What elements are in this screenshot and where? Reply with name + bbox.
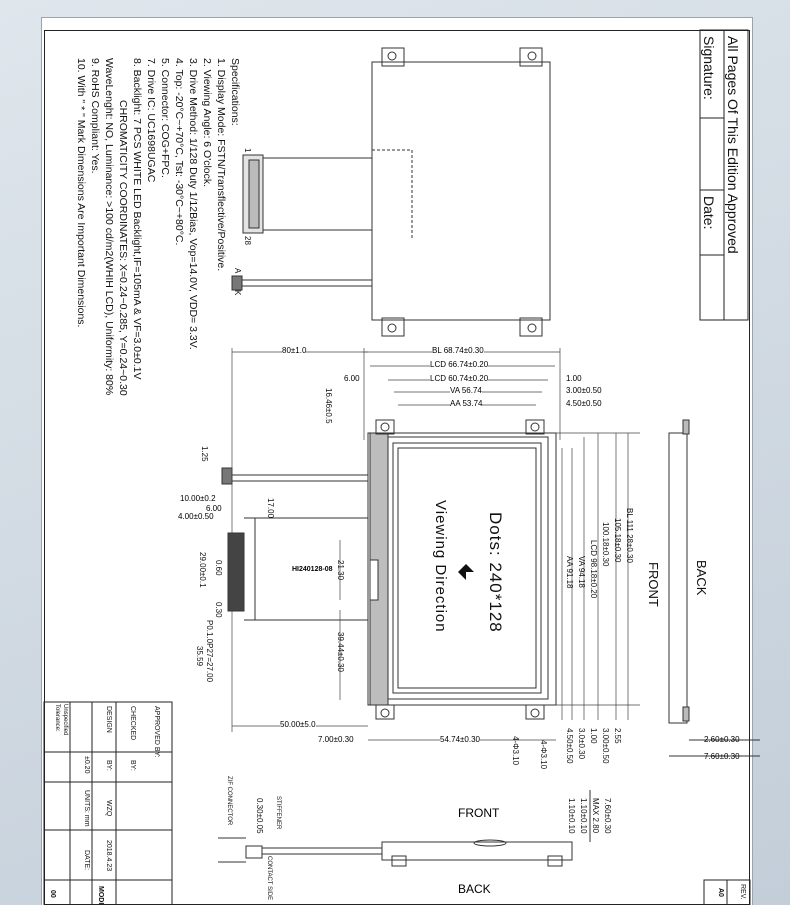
units-label: UNITS: mm [83,790,90,827]
dim-label: 105.18±0.30 [613,518,622,563]
dim-label: 0.30 [214,602,223,618]
side-back-label: BACK [458,882,491,896]
dim-label: 35.59 [195,646,204,667]
unspecified-label: Unspecified [62,704,68,736]
by-label: BY: [129,760,136,771]
approved-label: APPROVED BY: [153,706,160,758]
top-fpc [232,155,372,290]
spec-item: 8. Backlight: 7 PCS WHITE LED Backlight,IF=105mA & VF=3.0±0.1V [131,58,143,380]
dim-label: 6.00 [344,374,360,383]
dim-label: 6.00 [206,504,222,513]
dim-label: 39.44±0.30 [336,632,345,672]
date-value: 2018.4.23 [105,840,112,872]
spec-item: 7. Drive IC: UC1698UGAC [145,58,157,183]
dim-label: 3.00±0.50 [601,728,610,764]
dim-label: 4.50±0.50 [565,728,574,764]
date-label: Date: [701,196,717,230]
spec-item: CHROMATICITY COORDINATES: X=0.24~0.285, Y=0.24~0.30 [117,100,129,396]
dim-label: MAX 2.80 [591,798,600,834]
dim-label: 17.00 [266,498,275,519]
dim-label: BL 68.74±0.30 [432,346,484,355]
rev-label: REV. [739,884,746,900]
spec-item: 2. Viewing Angle: 6 O'clock. [201,58,213,188]
dim-label: 0.30±0.05 [255,798,264,834]
back-view-board [372,48,550,336]
dim-label: CONTACT SIDE [266,856,272,901]
dim-label: 4-Φ3.10 [539,740,548,770]
approval-title: All Pages Of This Edition Approved [725,36,741,254]
dim-label: ZIF CONNECTOR [226,776,232,826]
dim-label: 10.00±0.2 [180,494,216,503]
design-label: DESIGN [105,706,112,733]
dim-label: 3.0±0.30 [577,728,586,760]
spec-item: 9. RoHS Compliant: Yes. [89,58,101,174]
spec-item: 10. With " * " Mark Dimensions Are Important Dimensions. [75,58,87,328]
dim-label: P0.1.0P27=27.00 [205,620,214,683]
dim-label: 1.25 [200,446,209,462]
dim-label: 2.55 [613,728,622,744]
dim-label: 100.18±0.30 [601,522,610,567]
model-label: MODI [97,886,104,905]
dim-label: 21.30 [336,560,345,581]
dim-label: 2.60±0.30 [704,735,740,744]
dim-label: 54.74±0.30 [440,735,480,744]
dim-label: BL 111.28±0.30 [625,508,634,563]
dots-label: Dots: 240*128 [486,512,505,633]
title-block [44,702,750,905]
front-fpc [222,468,368,620]
doc-number: 00 [49,890,56,898]
dim-label: AA 91.18 [565,556,574,589]
rev-value: A0 [717,888,724,897]
front-label: FRONT [646,562,661,607]
dim-label: 7.60±0.30 [603,798,612,834]
dim-label: 4.00±0.50 [178,512,214,521]
by-label: BY: [105,760,112,771]
pin-label: 1 [243,148,252,153]
pin-label: A [233,268,242,274]
viewing-arrow [458,564,474,580]
dim-label: 1.10±0.10 [567,798,576,834]
dim-label: 7.00±0.30 [318,735,354,744]
tolerance-value: ±0.20 [83,756,90,774]
dim-label: 0.60 [214,560,223,576]
dim-label: 1.00 [566,374,582,383]
dim-label: 80±1.0 [282,346,307,355]
dim-label: 3.00±0.50 [566,386,602,395]
spec-item: 1. Display Mode: FSTN/Transflective/Positive. [215,58,227,272]
bottom-side-view [218,790,590,866]
pin-label: K [233,290,242,296]
date-title-label: DATE: [83,850,90,871]
dim-label: VA 94.18 [577,556,586,588]
dim-label: 29.00±0.1 [198,552,207,588]
side-profile [669,420,760,756]
model-code: HI240128-08 [292,566,333,573]
back-label: BACK [694,560,709,596]
dim-label: VA 56.74 [450,386,482,395]
dim-label: 4-Φ3.10 [511,736,520,766]
dim-label: LCD 98.18±0.20 [589,540,598,599]
dim-label: STIFFENER [275,796,281,830]
side-front-label: FRONT [458,806,500,820]
dim-label: LCD 60.74±0.20 [430,374,489,383]
checked-label: CHECKED [129,706,136,741]
spec-item: WaveLenght: NO, Luminance: >100 cd/m2(WHIH LCD), Uniformity: 80% [103,58,115,396]
dim-label: 50.00±5.0 [280,720,316,729]
spec-item: 4. Top: -20°C~+70°C, Tst: -30°C~+80°C. [173,58,185,246]
dim-label: 4.50±0.50 [566,399,602,408]
dim-label: 1.10±0.10 [579,798,588,834]
dim-label: 7.60±0.30 [704,752,740,761]
spec-heading: Specifications: [229,58,241,126]
signature-label: Signature: [701,36,717,100]
tolerance-label: Tolerance: [54,704,60,732]
dim-label: 16.46±0.5 [324,388,333,424]
pin-label: 28 [243,236,252,245]
viewing-direction-label: Viewing Direction [432,500,449,633]
dim-label: AA 53.74 [450,399,483,408]
dim-label: 1.00 [589,728,598,744]
designer-name: WZQ [105,800,112,817]
spec-item: 3. Drive Method: 1/128 Duty 1/12Bias, Vop=14.0V, VDD= 3.3V. [187,58,199,350]
spec-item: 5. Connector: COG+FPC. [159,58,171,178]
dim-label: LCD 66.74±0.20 [430,360,489,369]
